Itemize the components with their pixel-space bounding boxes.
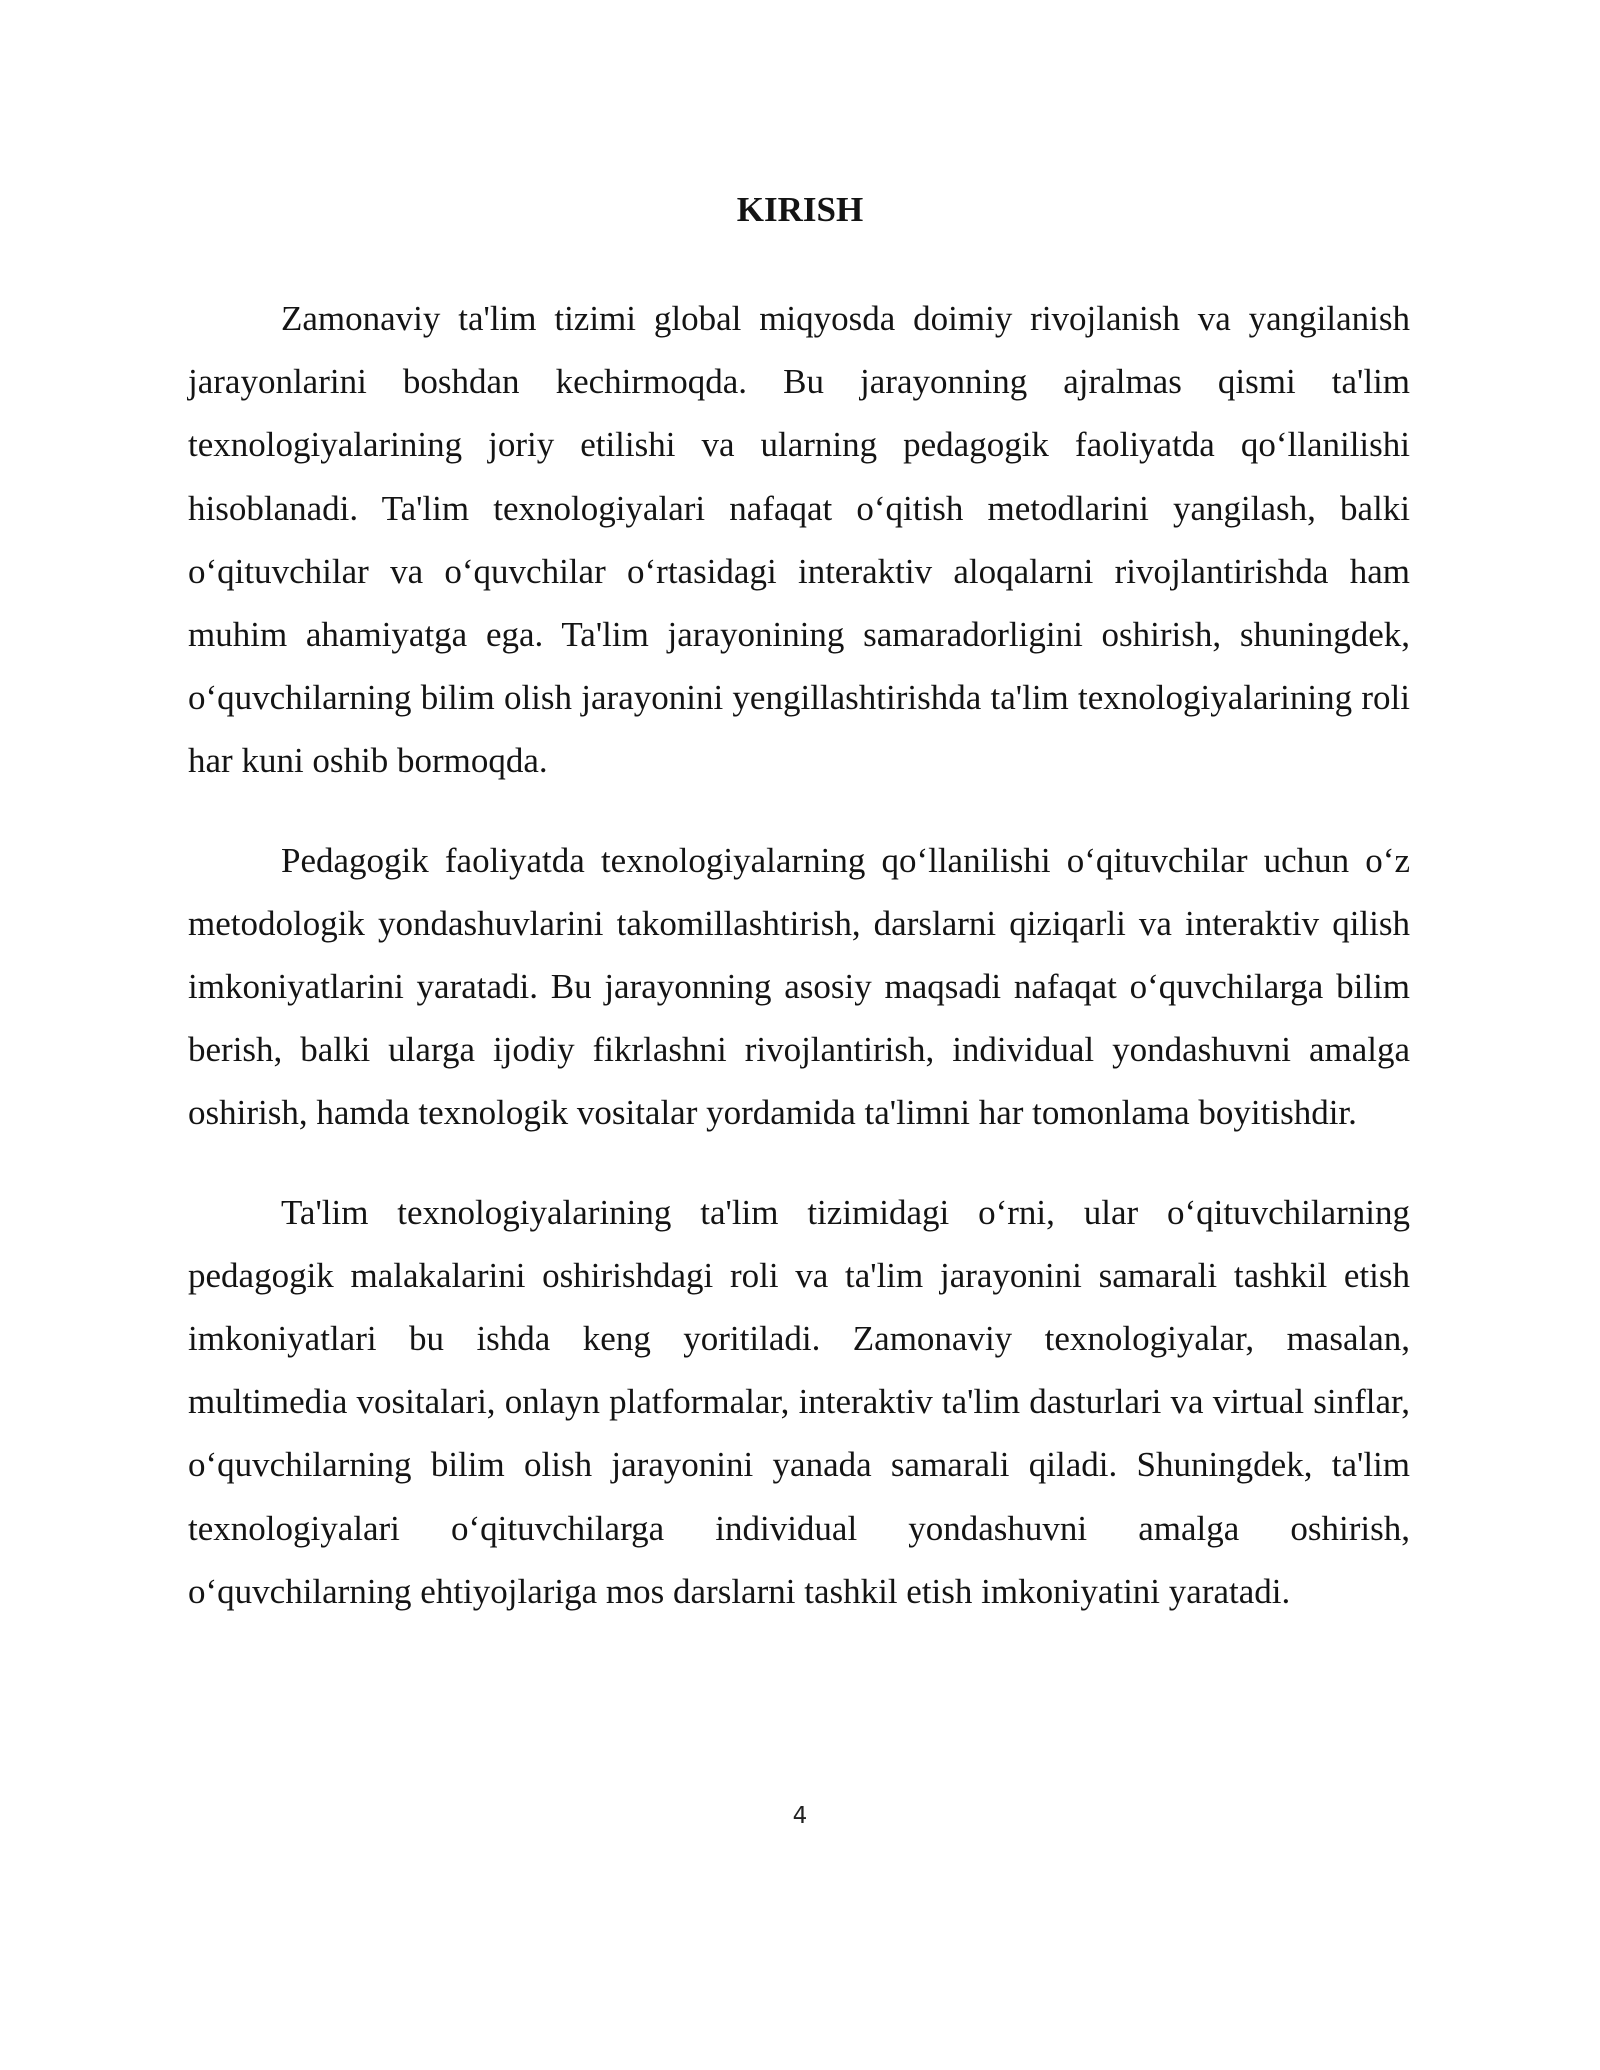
page-number: 4 <box>792 1803 808 1829</box>
body-text <box>188 287 1410 1659</box>
paragraph-2: Pedagogik faoliyatda texnologiyalarning qo‘llanilishi o‘qituvchilar uchun o‘z metodologik yondashuvlarini takomillashtirish, darslarni qiziqarli va interaktiv qilish imkoniyatlarini yaratadi. Bu jarayonning asosiy maqsadi nafaqat o‘quvchilarga bilim berish, balki ularga ijodiy fikrlashni rivojlantirish, individual yondashuvni amalga oshirish, hamda texnologik vositalar yordamida ta'limni har tomonlama boyitishdir. <box>188 840 1410 1133</box>
paragraph-3: Ta'lim texnologiyalarining ta'lim tizimidagi o‘rni, ular o‘qituvchilarning pedagogik malakalarini oshirishdagi roli va ta'lim jarayonini samarali tashkil etish imkoniyatlari bu ishda keng yoritiladi. Zamonaviy texnologiyalar, masalan, multimedia vositalari, onlayn platformalar, interaktiv ta'lim dasturlari va virtual sinflar, o‘quvchilarning bilim olish jarayonini yanada samarali qiladi. Shuningdek, ta'lim texnologiyalari o‘qituvchilarga individual yondashuvni amalga oshirish, o‘quvchilarning ehtiyojlariga mos darslarni tashkil etish imkoniyatini yaratadi. <box>188 1192 1410 1611</box>
paragraph-1: Zamonaviy ta'lim tizimi global miqyosda doimiy rivojlanish va yangilanish jarayonlarini boshdan kechirmoqda. Bu jarayonning ajralmas qismi ta'lim texnologiyalarining joriy etilishi va ularning pedagogik faoliyatda qo‘llanilishi hisoblanadi. Ta'lim texnologiyalari nafaqat o‘qitish metodlarini yangilash, balki o‘qituvchilar va o‘quvchilar o‘rtasidagi interaktiv aloqalarni rivojlantirishda ham muhim ahamiyatga ega. Ta'lim jarayonining samaradorligini oshirish, shuningdek, o‘quvchilarning bilim olish jarayonini yengillashtirishda ta'lim texnologiyalarining roli har kuni oshib bormoqda. <box>188 299 1410 781</box>
page-heading: KIRISH <box>736 190 864 229</box>
